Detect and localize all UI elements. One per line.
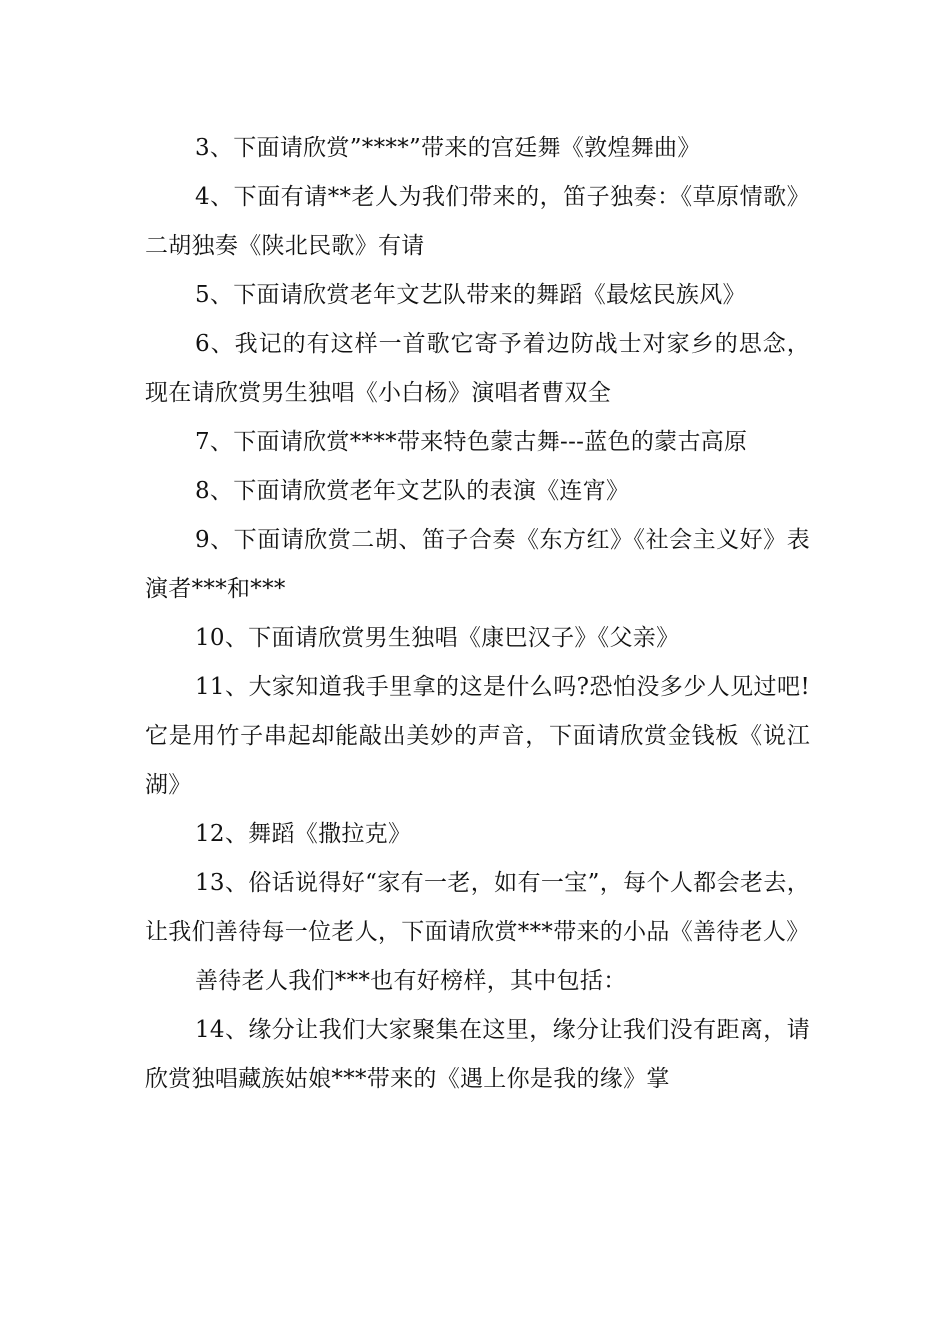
- paragraph-7: 7、下面请欣赏****带来特色蒙古舞---蓝色的蒙古高原: [195, 429, 748, 455]
- paragraph-13: 13、俗话说得好“家有一老，如有一宝”，每个人都会老去，让我们善待每一位老人，下面请欣赏***带来的小品《善待老人》: [145, 870, 810, 945]
- paragraph-6: 6、我记的有这样一首歌它寄予着边防战士对家乡的思念，现在请欣赏男生独唱《小白杨》演唱者曹双全: [145, 331, 810, 406]
- paragraph-4: 4、下面有请**老人为我们带来的，笛子独奏：《草原情歌》二胡独奏《陕北民歌》有请: [145, 184, 810, 259]
- paragraph-9: 9、下面请欣赏二胡、笛子合奏《东方红》《社会主义好》表演者***和***: [145, 527, 810, 602]
- paragraph-3: 3、下面请欣赏”****”带来的宫廷舞《敦煌舞曲》: [195, 135, 701, 161]
- paragraph-11: 11、大家知道我手里拿的这是什么吗?恐怕没多少人见过吧!它是用竹子串起却能敲出美妙的声音，下面请欣赏金钱板《说江湖》: [145, 674, 810, 798]
- paragraph-14: 14、缘分让我们大家聚集在这里，缘分让我们没有距离，请欣赏独唱藏族姑娘***带来的《遇上你是我的缘》掌: [145, 1017, 810, 1092]
- paragraph-8: 8、下面请欣赏老年文艺队的表演《连宵》: [195, 478, 630, 504]
- paragraph-12: 12、舞蹈《撒拉克》: [195, 821, 412, 847]
- paragraph-5: 5、下面请欣赏老年文艺队带来的舞蹈《最炫民族风》: [195, 282, 746, 308]
- paragraph-role-models: 善待老人我们***也有好榜样，其中包括：: [195, 968, 627, 994]
- paragraph-10: 10、下面请欣赏男生独唱《康巴汉子》《父亲》: [195, 625, 680, 651]
- document-body: [145, 124, 810, 1104]
